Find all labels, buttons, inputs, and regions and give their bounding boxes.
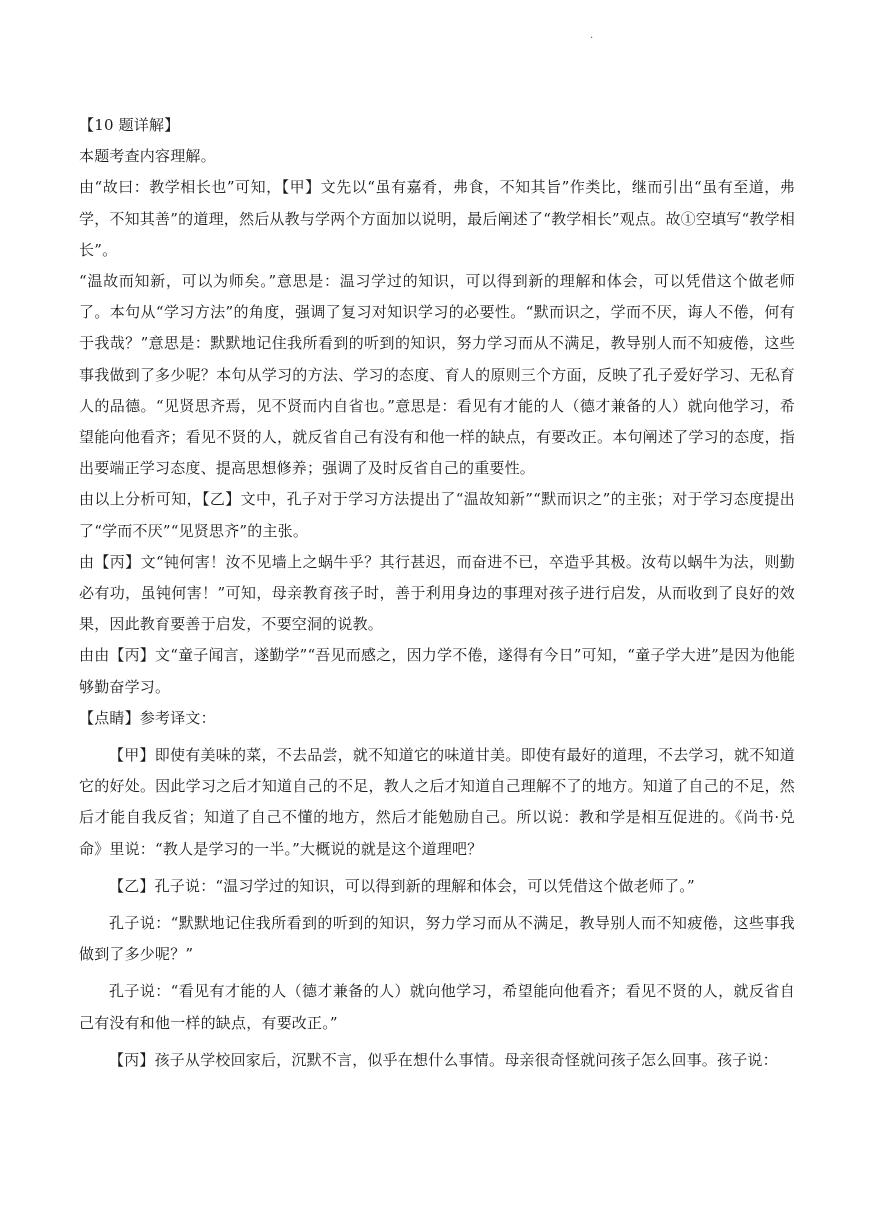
- translation-paragraph: 【丙】孩子从学校回家后，沉默不言，似乎在想什么事情。母亲很奇怪就问孩子怎么回事。孩子说：: [109, 1050, 778, 1069]
- answer-explanation: [79, 110, 795, 1076]
- explanation-paragraph: 本题考查内容理解。: [79, 147, 216, 166]
- translation-paragraph: 【乙】孔子说：“温习学过的知识，可以得到新的理解和体会，可以凭借这个做老师了。”: [109, 876, 695, 895]
- translation-paragraph: 【甲】即使有美味的菜，不去品尝，就不知道它的味道甘美。即使有最好的道理，不去学习，就不知道它的好处。因此学习之后才知道自己的不足，教人之后才知道自己理解不了的地方。知道了自己的不足，然后才能自我反省；知道了自己不懂的地方，然后才能勉励自己。所以说：教和学是相互促进的。《尚书·兑命》里说：“教人是学习的一半。”大概说的就是这个道理吧？: [79, 746, 795, 858]
- translation-paragraph: 孔子说：“默默地记住我所看到的听到的知识，努力学习而从不满足，教导别人而不知疲倦，这些事我做到了多少呢？”: [79, 914, 795, 964]
- explanation-paragraph: 由以上分析可知，【乙】文中，孔子对于学习方法提出了“温故知新”“默而识之”的主张；对于学习态度提出了“学而不厌”“见贤思齐”的主张。: [79, 490, 795, 540]
- header-mark: .: [590, 30, 594, 41]
- explanation-paragraph: 由由【丙】文“童子闻言，遂勤学”“吾见而感之，因力学不倦，遂得有今日”可知，“童子学大进”是因为他能够勤奋学习。: [79, 646, 796, 696]
- translation-heading: 【点睛】参考译文：: [79, 708, 216, 727]
- explanation-paragraph: “温故而知新，可以为师矣。”意思是：温习学过的知识，可以得到新的理解和体会，可以凭借这个做老师了。本句从“学习方法”的角度，强调了复习对知识学习的必要性。“默而识之，学而不厌，诲人不倦，何有于我哉？”意思是：默默地记住我所看到的听到的知识，努力学习而从不满足，教导别人而不知疲倦，这些事我做到了多少呢？本句从学习的方法、学习的态度、育人的原则三个方面，反映了孔子爱好学习、无私育人的品德。“见贤思齐焉，见不贤而内自省也。”意思是：看见有才能的人（德才兼备的人）就向他学习，希望能向他看齐；看见不贤的人，就反省自己有没有和他一样的缺点，有要改正。本句阐述了学习的态度，指出要端正学习态度、提高思想修养；强调了及时反省自己的重要性。: [79, 272, 795, 478]
- explanation-paragraph: 由“故曰：教学相长也”可知，【甲】文先以“虽有嘉肴，弗食，不知其旨”作类比，继而引出“虽有至道，弗学，不知其善”的道理，然后从教与学两个方面加以说明，最后阐述了“教学相长”观点。故①空填写“教学相长”。: [79, 178, 795, 259]
- translation-paragraph: 孔子说：“看见有才能的人（德才兼备的人）就向他学习，希望能向他看齐；看见不贤的人，就反省自己有没有和他一样的缺点，有要改正。”: [79, 982, 795, 1032]
- question-heading: 【10 题详解】: [79, 116, 180, 134]
- explanation-paragraph: 由【丙】文“钝何害！汝不见墙上之蜗牛乎？其行甚迟，而奋进不已，卒造乎其极。汝苟以蜗牛为法，则勤必有功，虽钝何害！”可知，母亲教育孩子时，善于利用身边的事理对孩子进行启发，从而收到了良好的效果，因此教育要善于启发，不要空洞的说教。: [79, 552, 795, 634]
